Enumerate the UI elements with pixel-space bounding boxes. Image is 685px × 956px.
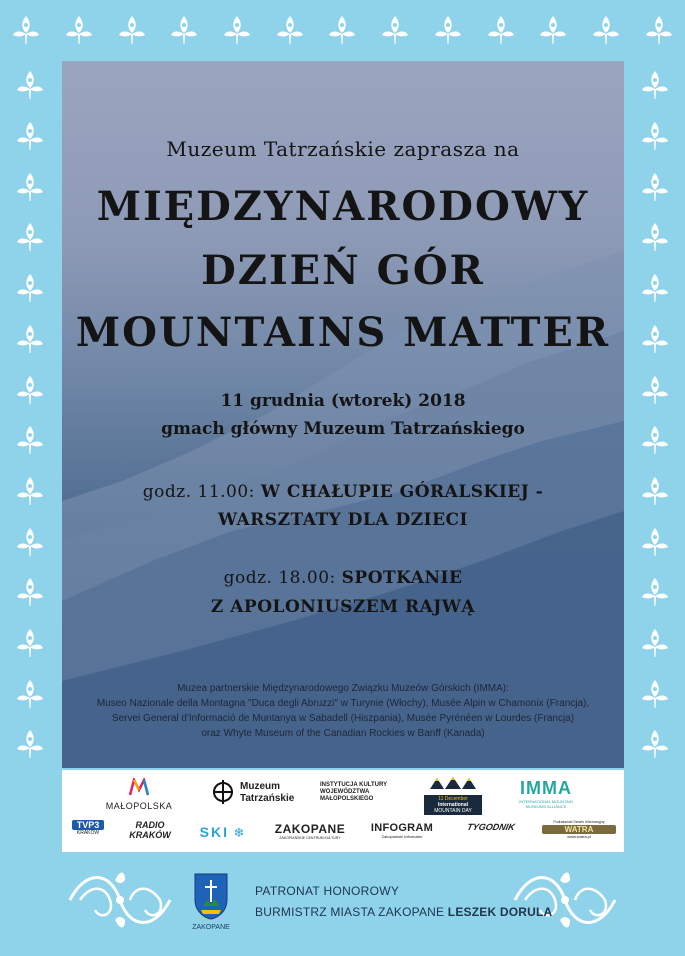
watra-line-2: WATRA <box>542 825 616 834</box>
event-date: 11 grudnia (wtorek) 2018 <box>220 391 466 411</box>
folk-ornament-icon <box>487 15 515 45</box>
instytucja-logo <box>320 782 400 803</box>
event-2-title-b: Z APOLONIUSZEM RAJWĄ <box>210 597 476 617</box>
folk-scroll-ornament-icon <box>505 860 625 940</box>
event-1-title-a: W CHAŁUPIE GÓRALSKIEJ - <box>260 482 544 502</box>
event-2-line-1 <box>62 568 624 588</box>
folk-ornament-icon <box>223 15 251 45</box>
mountain-day-date: 11 December <box>438 796 468 802</box>
folk-ornament-icon <box>641 70 669 100</box>
folk-ornament-icon <box>641 121 669 151</box>
folk-ornament-icon <box>641 679 669 709</box>
folk-ornament-icon <box>641 172 669 202</box>
imma-text: IMMA <box>520 778 572 798</box>
folk-ornament-icon <box>641 729 669 759</box>
muzeum-text-b: Tatrzańskie <box>240 793 295 804</box>
tygodnik-logo <box>457 822 525 832</box>
folk-ornament-icon <box>12 15 40 45</box>
folk-ornament-icon <box>16 476 44 506</box>
partner-museums-text <box>72 681 614 741</box>
folk-ornament-icon <box>641 527 669 557</box>
partner-line: Servei General d'Informació de Muntanya w Sabadell (Hiszpania), Musée Pyrénéen w Lourdes (Francja) <box>111 713 575 724</box>
event-1-title-b: WARSZTATY DLA DZIECI <box>217 510 469 530</box>
folk-ornament-icon <box>641 273 669 303</box>
infogram-subtitle: Zakopiański Informator <box>381 834 423 839</box>
mountain-day-badge <box>424 795 482 815</box>
sponsor-logos-strip <box>62 770 624 852</box>
radio-text-a: RADIO <box>135 820 165 830</box>
folk-ornament-icon <box>16 527 44 557</box>
muzeum-text-a: Muzeum <box>240 781 280 792</box>
folk-ornament-icon <box>16 679 44 709</box>
folk-scroll-ornament-icon <box>60 860 180 940</box>
folk-ornament-icon <box>276 15 304 45</box>
mountain-day-line-3: MOUNTAIN DAY <box>434 808 472 814</box>
folk-ornament-icon <box>539 15 567 45</box>
patronage-office: BURMISTRZ MIASTA ZAKOPANE <box>255 905 445 919</box>
folk-ornament-icon <box>16 273 44 303</box>
malopolska-mark-icon <box>128 778 150 796</box>
folk-ornament-icon <box>641 476 669 506</box>
title-line-3: MOUNTAINS MATTER <box>75 309 611 356</box>
patronage-heading: PATRONAT HONOROWY <box>255 884 400 898</box>
partner-line: Museo Nazionale della Montagna "Duca degli Abruzzi" w Turynie (Włochy), Musée Alpin w Chamonix (Francja), <box>96 698 590 709</box>
tvp3-subtitle: KRAKÓW <box>76 830 100 836</box>
folk-ornament-icon <box>16 172 44 202</box>
folk-ornament-icon <box>16 324 44 354</box>
folk-ornament-icon <box>65 15 93 45</box>
watra-logo <box>542 820 616 839</box>
imma-subtitle: INTERNATIONAL MOUNTAIN MUSEUMS ALLIANCE <box>519 799 573 809</box>
infogram-logo <box>362 822 442 839</box>
radio-krakow-logo <box>122 820 178 840</box>
zakopane-logo-subtitle: ZAKOPIAŃSKIE CENTRUM KULTURY <box>279 836 341 840</box>
imma-logo <box>516 778 576 809</box>
partner-line: Muzea partnerskie Międzynarodowego Związku Muzeów Górskich (IMMA): <box>177 683 509 694</box>
folk-ornament-icon <box>641 577 669 607</box>
folk-ornament-icon <box>16 577 44 607</box>
event-1-time: godz. 11.00: <box>142 482 255 502</box>
ski-logo <box>192 824 252 842</box>
watra-line-1: Podhalański Serwis Informacyjny <box>553 820 605 824</box>
border-left <box>0 60 60 770</box>
zakopane-coat-of-arms-icon <box>193 872 229 920</box>
tvp3-text: TVP3 <box>72 820 104 830</box>
folk-ornament-icon <box>641 222 669 252</box>
malopolska-text: MAŁOPOLSKA <box>105 801 173 811</box>
snowflake-icon: ❄ <box>233 825 245 840</box>
folk-ornament-icon <box>592 15 620 45</box>
border-right <box>625 60 685 770</box>
event-2-title-a: SPOTKANIE <box>341 568 463 588</box>
mountain-poster-panel <box>62 61 624 768</box>
crest-label: ZAKOPANE <box>192 924 230 931</box>
folk-ornament-icon <box>434 15 462 45</box>
tvp3-logo <box>72 820 104 836</box>
zakopane-logo-text: ZAKOPANE <box>274 822 346 836</box>
mountain-day-logo <box>424 776 482 815</box>
border-top <box>0 0 685 60</box>
event-2-time: godz. 18.00: <box>223 568 336 588</box>
event-1-line-1 <box>62 482 624 502</box>
folk-ornament-icon <box>118 15 146 45</box>
partner-line: oraz Whyte Museum of the Canadian Rockies w Banff (Kanada) <box>201 728 485 739</box>
radio-text-b: KRAKÓW <box>129 830 171 840</box>
folk-ornament-icon <box>16 425 44 455</box>
event-place: gmach główny Muzeum Tatrzańskiego <box>161 419 525 439</box>
folk-ornament-icon <box>170 15 198 45</box>
folk-ornament-icon <box>641 375 669 405</box>
folk-ornament-icon <box>16 121 44 151</box>
folk-ornament-icon <box>381 15 409 45</box>
malopolska-logo <box>104 778 174 811</box>
infogram-text: INFOGRAM <box>370 822 434 834</box>
watra-line-3: www.watra.pl <box>567 834 591 839</box>
mountain-triangles-icon <box>428 776 478 790</box>
folk-ornament-icon <box>16 375 44 405</box>
zakopane-culture-logo <box>270 822 350 840</box>
ski-text: SKI <box>199 824 229 840</box>
instytucja-line: MAŁOPOLSKIEGO <box>320 796 374 802</box>
folk-ornament-icon <box>641 628 669 658</box>
folk-ornament-icon <box>645 15 673 45</box>
folk-ornament-icon <box>16 70 44 100</box>
title-line-1: MIĘDZYNARODOWY <box>96 183 590 230</box>
folk-ornament-icon <box>641 425 669 455</box>
muzeum-emblem-icon <box>210 778 236 806</box>
folk-ornament-icon <box>16 628 44 658</box>
patronage-name: LESZEK DORULA <box>447 905 553 919</box>
folk-ornament-icon <box>641 324 669 354</box>
tygodnik-text: TYGODNIK <box>466 822 516 832</box>
instytucja-line: INSTYTUCJA KULTURY <box>320 782 388 788</box>
patronage-line <box>255 905 552 919</box>
folk-ornament-icon <box>16 222 44 252</box>
mountain-day-line-2: International <box>437 802 468 808</box>
folk-ornament-icon <box>16 729 44 759</box>
instytucja-line: WOJEWÓDZTWA <box>320 789 370 795</box>
intro-text: Muzeum Tatrzańskie zaprasza na <box>166 137 520 161</box>
folk-ornament-icon <box>328 15 356 45</box>
title-line-2: DZIEŃ GÓR <box>201 247 485 294</box>
